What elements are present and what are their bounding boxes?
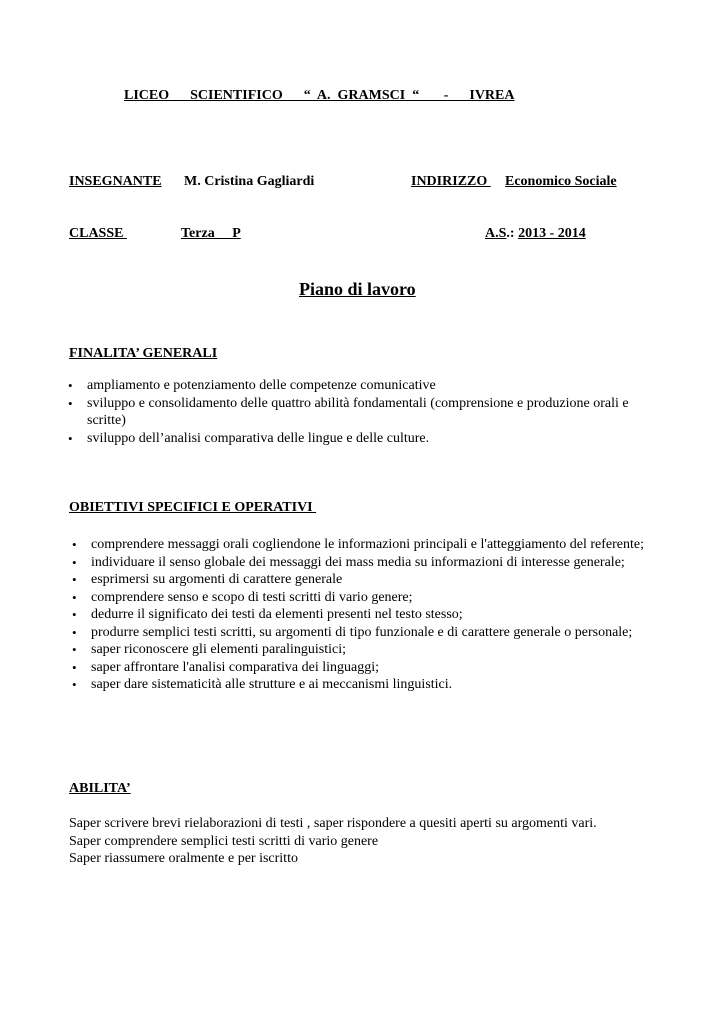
abilita-line: Saper scrivere brevi rielaborazioni di testi , saper rispondere a quesiti aperti su argomenti vari. (69, 816, 597, 831)
obiettivi-list (91, 536, 657, 694)
list-item: • esprimersi su argomenti di carattere generale (91, 571, 657, 589)
list-item: • comprendere senso e scopo di testi scritti di vario genere; (91, 589, 657, 607)
abilita-line: Saper comprendere semplici testi scritti di vario genere (69, 833, 379, 849)
list-item: • saper riconoscere gli elementi paralinguistici; (91, 641, 657, 659)
year-value: 2013 - 2014 (518, 226, 586, 241)
school-header: LICEO SCIENTIFICO “ A. GRAMSCI “ - IVREA (124, 88, 515, 103)
list-item: • comprendere messaggi orali cogliendone le informazioni principali e l'atteggiamento del referente; (91, 536, 657, 554)
class-value: Terza P (181, 226, 241, 241)
abilita-line: Saper riassumere oralmente e per iscritto (69, 851, 298, 866)
finalita-heading: FINALITA’ GENERALI (69, 346, 218, 361)
list-item: • produrre semplici testi scritti, su argomenti di tipo funzionale e di carattere generale o personale; (91, 624, 657, 642)
teacher-name: M. Cristina Gagliardi (184, 174, 315, 189)
abilita-heading: ABILITA’ (69, 781, 131, 796)
obiettivi-heading: OBIETTIVI SPECIFICI E OPERATIVI (69, 500, 317, 515)
list-item: • individuare il senso globale dei messaggi dei mass media su informazioni di interesse generale; (91, 554, 657, 572)
address-label: INDIRIZZO (411, 174, 491, 189)
list-item: • dedurre il significato dei testi da elementi presenti nel testo stesso; (91, 606, 657, 624)
year-separator: .: (506, 226, 515, 241)
abilita-text (69, 815, 597, 868)
list-item: • sviluppo e consolidamento delle quattro abilità fondamentali (comprensione e produzione orali e scritte) (87, 395, 667, 430)
list-item: • saper dare sistematicità alle strutture e ai meccanismi linguistici. (91, 676, 657, 694)
list-item: • saper affrontare l'analisi comparativa dei linguaggi; (91, 659, 657, 677)
year-label: A.S (485, 226, 507, 241)
school-year (485, 226, 586, 242)
teacher-label: INSEGNANTE (69, 174, 162, 189)
finalita-list (87, 377, 667, 447)
page-title: Piano di lavoro (299, 279, 416, 299)
class-label: CLASSE (69, 226, 127, 241)
address-value: Economico Sociale (505, 174, 617, 189)
list-item: • sviluppo dell’analisi comparativa delle lingue e delle culture. (87, 430, 667, 448)
list-item: • ampliamento e potenziamento delle competenze comunicative (87, 377, 667, 395)
